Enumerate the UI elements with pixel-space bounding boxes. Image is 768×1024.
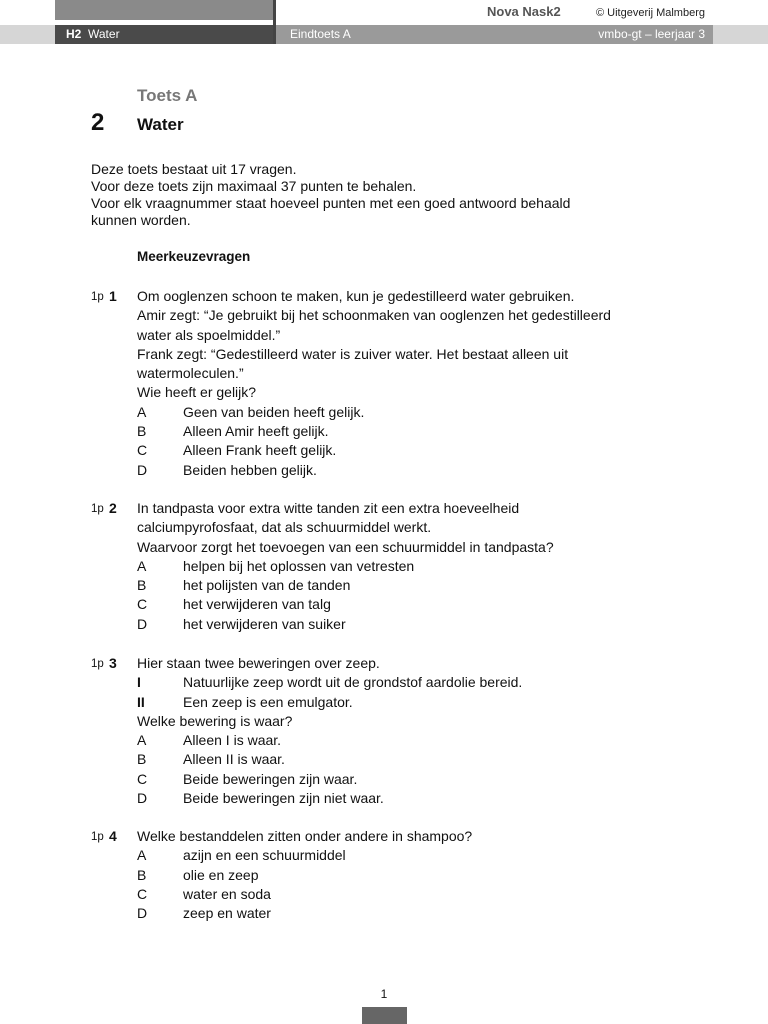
intro-line: kunnen worden. <box>91 212 191 228</box>
option-letter: D <box>137 461 148 478</box>
option-letter: B <box>137 423 147 440</box>
question-number: 3 <box>109 655 117 671</box>
statement-numeral: II <box>137 693 145 710</box>
option-text: helpen bij het oplossen van vetresten <box>183 557 415 574</box>
option-text: het verwijderen van suiker <box>183 615 346 632</box>
chapter-label: Water <box>88 27 120 41</box>
copyright: © Uitgeverij Malmberg <box>596 7 705 19</box>
option-letter: D <box>137 905 148 922</box>
question-points: 1p <box>91 831 104 843</box>
option-letter: A <box>137 732 147 749</box>
option-letter: D <box>137 790 148 807</box>
answer-option[interactable] <box>137 866 731 885</box>
option-letter: B <box>137 866 147 883</box>
option-text: Beiden hebben gelijk. <box>183 461 317 478</box>
option-letter: B <box>137 751 147 768</box>
statement <box>137 673 731 692</box>
answer-option[interactable] <box>137 441 731 460</box>
chapter-number: 2 <box>91 109 105 136</box>
option-letter: A <box>137 403 147 420</box>
option-text: Beide beweringen zijn niet waar. <box>183 790 384 807</box>
option-text: azijn en een schuurmiddel <box>183 847 346 864</box>
option-letter: A <box>137 847 147 864</box>
option-text: het polijsten van de tanden <box>183 577 351 594</box>
option-letter: C <box>137 885 148 902</box>
toets-label: Toets A <box>137 86 198 105</box>
option-letter: C <box>137 442 148 459</box>
answer-option[interactable] <box>137 461 731 480</box>
option-letter: C <box>137 596 148 613</box>
answer-option[interactable] <box>137 422 731 441</box>
answer-option[interactable] <box>137 885 731 904</box>
option-letter: B <box>137 577 147 594</box>
header-test-block <box>276 25 713 44</box>
statement-numeral: I <box>137 674 141 691</box>
level-label: vmbo-gt – leerjaar 3 <box>598 27 705 41</box>
test-name: Eindtoets A <box>290 27 351 41</box>
option-letter: A <box>137 557 147 574</box>
header-chapter-block <box>55 25 273 44</box>
answer-option[interactable] <box>137 904 731 923</box>
question-text: In tandpasta voor extra witte tanden zit een extra hoeveelheid <box>137 500 520 516</box>
option-letter: C <box>137 770 148 787</box>
option-text: Alleen Frank heeft gelijk. <box>183 442 337 459</box>
option-letter: D <box>137 615 148 632</box>
question-points: 1p <box>91 503 104 515</box>
answer-option[interactable] <box>137 615 731 634</box>
question-text: Hier staan twee beweringen over zeep. <box>137 655 380 671</box>
statement <box>137 693 731 712</box>
answer-option[interactable] <box>137 595 731 614</box>
option-text: water en soda <box>183 885 271 902</box>
answer-option[interactable] <box>137 576 731 595</box>
footer-tab <box>362 1007 407 1024</box>
intro-line: Deze toets bestaat uit 17 vragen. <box>91 161 297 177</box>
question-1 <box>91 287 731 480</box>
question-4 <box>91 827 731 923</box>
header-divider <box>273 0 276 44</box>
question-text: water als spoelmiddel.” <box>137 326 281 343</box>
page-number: 1 <box>380 987 388 1001</box>
question-points: 1p <box>91 291 104 303</box>
question-text: Welke bewering is waar? <box>137 712 293 729</box>
intro-line: Voor deze toets zijn maximaal 37 punten te behalen. <box>91 178 417 194</box>
answer-option[interactable] <box>137 731 731 750</box>
answer-option[interactable] <box>137 770 731 789</box>
question-text: Om ooglenzen schoon te maken, kun je gedestilleerd water gebruiken. <box>137 288 575 304</box>
question-text: Amir zegt: “Je gebruikt bij het schoonmaken van ooglenzen het gedestilleerd <box>137 307 611 324</box>
chapter-code: H2 <box>66 27 82 41</box>
question-number: 1 <box>109 288 117 304</box>
option-text: Alleen Amir heeft gelijk. <box>183 423 329 440</box>
answer-option[interactable] <box>137 846 731 865</box>
question-text: watermoleculen.” <box>137 365 244 382</box>
header-top-block <box>55 0 273 20</box>
question-text: Waarvoor zorgt het toevoegen van een schuurmiddel in tandpasta? <box>137 538 554 555</box>
chapter-title: Water <box>137 115 184 134</box>
question-number: 2 <box>109 500 117 516</box>
question-number: 4 <box>109 828 117 844</box>
option-text: Alleen II is waar. <box>183 751 285 768</box>
answer-option[interactable] <box>137 750 731 769</box>
brand-name: Nova Nask2 <box>487 4 561 19</box>
statement-text: Een zeep is een emulgator. <box>183 693 353 710</box>
question-points: 1p <box>91 658 104 670</box>
answer-option[interactable] <box>137 789 731 808</box>
question-text: Wie heeft er gelijk? <box>137 384 257 401</box>
intro-line: Voor elk vraagnummer staat hoeveel punten met een goed antwoord behaald <box>91 195 571 211</box>
question-2 <box>91 499 731 634</box>
answer-option[interactable] <box>137 403 731 422</box>
option-text: zeep en water <box>183 905 271 922</box>
option-text: Geen van beiden heeft gelijk. <box>183 403 365 420</box>
answer-option[interactable] <box>137 557 731 576</box>
question-3 <box>91 654 731 808</box>
option-text: Alleen I is waar. <box>183 732 282 749</box>
question-text: calciumpyrofosfaat, dat als schuurmiddel werkt. <box>137 519 432 536</box>
option-text: olie en zeep <box>183 866 259 883</box>
question-text: Frank zegt: “Gedestilleerd water is zuiver water. Het bestaat alleen uit <box>137 345 569 362</box>
question-text: Welke bestanddelen zitten onder andere in shampoo? <box>137 828 473 844</box>
option-text: Beide beweringen zijn waar. <box>183 770 358 787</box>
intro-text <box>91 161 691 229</box>
option-text: het verwijderen van talg <box>183 596 331 613</box>
section-heading: Meerkeuzevragen <box>137 249 251 264</box>
statement-text: Natuurlijke zeep wordt uit de grondstof aardolie bereid. <box>183 674 523 691</box>
